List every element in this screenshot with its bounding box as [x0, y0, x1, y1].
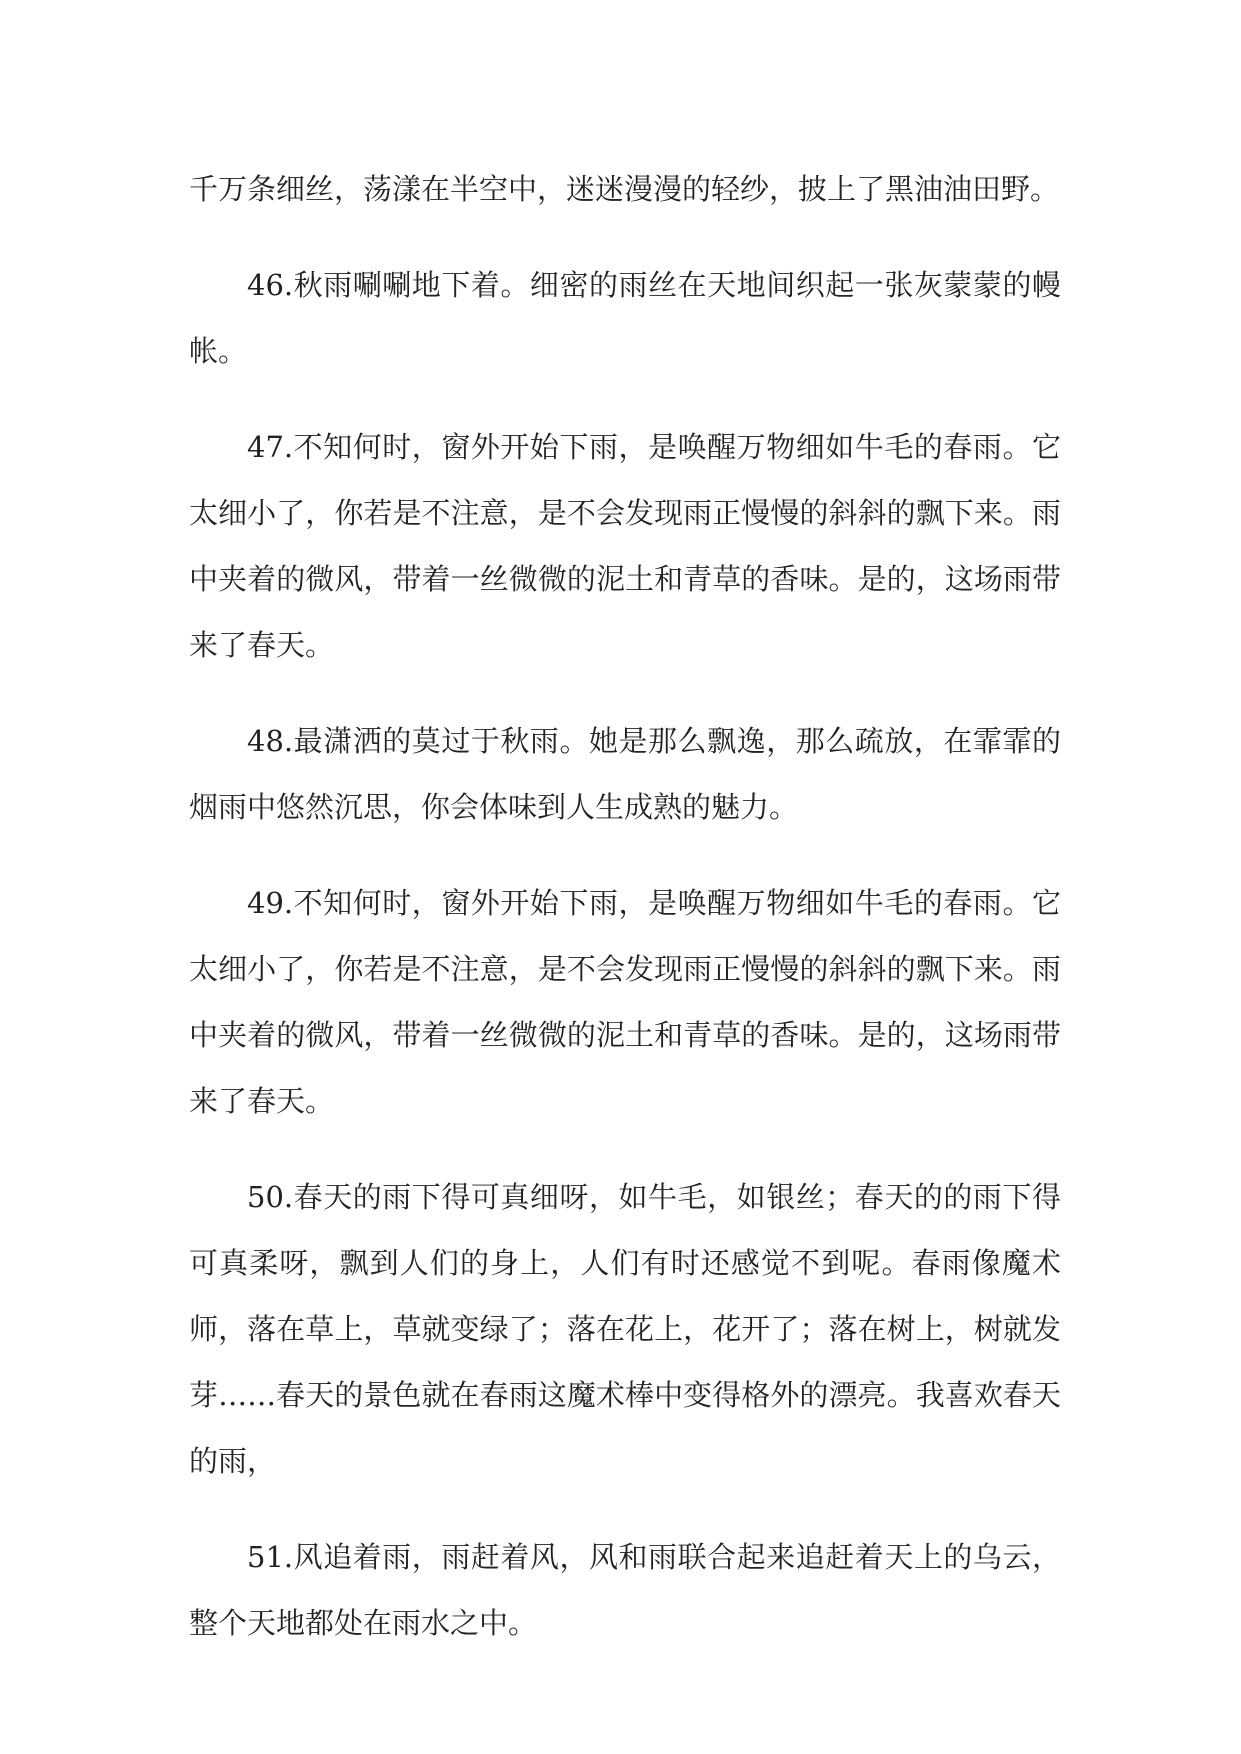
paragraph-continuation	[189, 156, 1061, 222]
paragraph-text: 风追着雨，雨赶着风，风和雨联合起来追赶着天上的乌云，整个天地都处在雨水之中。	[189, 1540, 1061, 1640]
paragraph-number: 49.	[247, 886, 294, 920]
paragraph-text: 春天的雨下得可真细呀，如牛毛，如银丝；春天的的雨下得可真柔呀，飘到人们的身上，人们有时还感觉不到呢。春雨像魔术师，落在草上，草就变绿了；落在花上，花开了；落在树上，树就发芽……春天的景色就在春雨这魔术棒中变得格外的漂亮。我喜欢春天的雨，	[189, 1180, 1061, 1478]
paragraph-48	[189, 708, 1061, 840]
paragraph-49	[189, 870, 1061, 1134]
paragraph-number: 46.	[247, 268, 294, 302]
paragraph-number: 48.	[247, 724, 294, 758]
paragraph-text: 秋雨唰唰地下着。细密的雨丝在天地间织起一张灰蒙蒙的幔帐。	[189, 268, 1061, 368]
paragraph-number: 50.	[247, 1180, 294, 1214]
paragraph-number: 51.	[247, 1540, 294, 1574]
paragraph-text: 不知何时，窗外开始下雨，是唤醒万物细如牛毛的春雨。它太细小了，你若是不注意，是不会发现雨正慢慢的斜斜的飘下来。雨中夹着的微风，带着一丝微微的泥土和青草的香味。是的，这场雨带来了春天。	[189, 430, 1061, 662]
document-body	[189, 156, 1061, 1686]
paragraph-51	[189, 1524, 1061, 1656]
paragraph-text: 不知何时，窗外开始下雨，是唤醒万物细如牛毛的春雨。它太细小了，你若是不注意，是不会发现雨正慢慢的斜斜的飘下来。雨中夹着的微风，带着一丝微微的泥土和青草的香味。是的，这场雨带来了春天。	[189, 886, 1061, 1118]
paragraph-text: 千万条细丝，荡漾在半空中，迷迷漫漫的轻纱，披上了黑油油田野。	[189, 172, 1060, 206]
paragraph-50	[189, 1164, 1061, 1494]
paragraph-number: 47.	[247, 430, 294, 464]
paragraph-text: 最潇洒的莫过于秋雨。她是那么飘逸，那么疏放，在霏霏的烟雨中悠然沉思，你会体味到人生成熟的魅力。	[189, 724, 1061, 824]
paragraph-47	[189, 414, 1061, 678]
paragraph-46	[189, 252, 1061, 384]
